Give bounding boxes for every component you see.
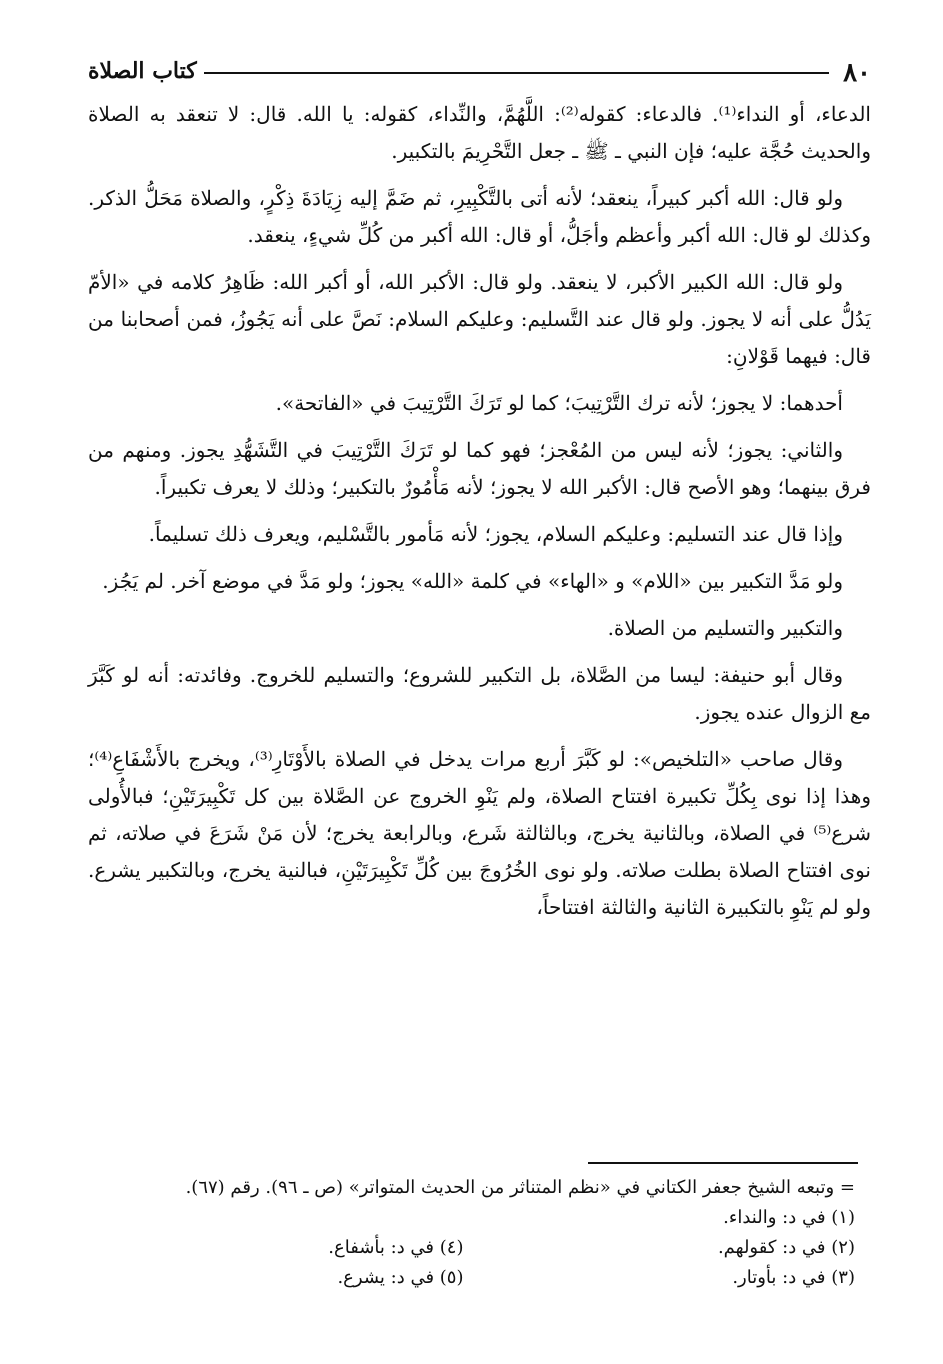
running-title: كتاب الصلاة xyxy=(88,58,197,84)
footnote-3: (٣) في د: بأوتار. xyxy=(732,1267,855,1288)
paragraph: وإذا قال عند التسليم: وعليكم السلام، يجوز؛ لأنه مَأمور بالتَّسْليم، ويعرف ذلك تسليماً. xyxy=(148,522,843,546)
page-number: ٨٠ xyxy=(843,58,871,88)
footnote-1: (١) في د: والنداء. xyxy=(723,1207,855,1228)
paragraph: الدعاء، أو النداء⁽¹⁾. فالدعاء: كقوله⁽²⁾: اللَّهُمَّ، والنِّداء، كقوله: يا الله. قال: لا تنعقد به الصلاة والحديث حُجَّة عليه؛ فإن النبي ـ ﷺ ـ جعل التَّحْرِيمَ بالتكبير. xyxy=(88,102,871,163)
paragraph: ولو قال: الله أكبر كبيراً، ينعقد؛ لأنه أتى بالتَّكْبِيرِ، ثم ضَمَّ إليه زِيَادَةَ ذِكْرٍ، والصلاة مَحَلُّ الذكر. وكذلك لو قال: الله أكبر وأعظم وأجَلُّ، أو قال: الله أكبر من كُلِّ شيءٍ، ينعقد. xyxy=(88,186,871,247)
paragraph: وقال صاحب «التلخيص»: لو كَبَّرَ أربع مرات يدخل في الصلاة بالأَوْتَارِ⁽³⁾، ويخرج بالأَشْفَاعِ⁽⁴⁾؛ وهذا إذا نوى بِكُلِّ تكبيرة افتتاح الصلاة، ولم يَنْوِ الخروج عن الصَّلاة بين كل تَكْبِيرَتَيْنِ؛ فبالأُولى شرع⁽⁵⁾ في الصلاة، وبالثانية يخرج، وبالثالثة شَرع، وبالرابعة يخرج؛ لأن مَنْ شَرَعَ في صلاته، ثم نوى افتتاح الصلاة بطلت صلاته. ولو نوى الخُرُوجَ بين كُلِّ تَكْبِيرَتَيْنِ، فبالنية يخرج، وبالتكبير يشرع. ولو لم يَنْوِ بالتكبيرة الثانية والثالثة افتتاحاً، xyxy=(88,747,871,919)
footnote-separator xyxy=(588,1162,858,1164)
footnote-continuation: = وتبعه الشيخ جعفر الكتاني في «نظم المتناثر من الحديث المتواتر» (ص ـ ٩٦). رقم (٦٧). xyxy=(185,1177,855,1198)
running-header xyxy=(88,56,871,90)
paragraph: أحدهما: لا يجوز؛ لأنه ترك التَّرْتِيبَ؛ كما لو تَرَكَ التَّرْتِيبَ في «الفاتحة». xyxy=(275,391,843,415)
footnote-4: (٤) في د: بأشفاع. xyxy=(328,1237,464,1258)
paragraph: والثاني: يجوز؛ لأنه ليس من المُعْجز؛ فهو كما لو تَرَكَ التَّرْتِيبَ في التَّشَهُّدِ يجوز. ومنهم من فرق بينهما؛ وهو الأصح قال: الأكبر الله لا يجوز؛ لأنه مَأْمُورٌ بالتكبير؛ وذلك لا يعرف تكبيراً. xyxy=(88,438,871,499)
main-text xyxy=(88,96,871,1156)
paragraph: والتكبير والتسليم من الصلاة. xyxy=(607,616,843,640)
footnote-5: (٥) في د: يشرع. xyxy=(337,1267,464,1288)
footnote-2: (٢) في د: كقولهم. xyxy=(717,1237,855,1258)
header-rule xyxy=(204,72,829,74)
paragraph: ولو قال: الله الكبير الأكبر، لا ينعقد. ولو قال: الأكبر الله، أو أكبر الله: ظَاهِرُ كلامه في «الأمّ يَدُلُّ على أنه لا يجوز. ولو قال عند التَّسليم: وعليكم السلام: نَصَّ على أنه يَجُوزُ، فمن أصحابنا من قال: فيهما قَوْلانِ: xyxy=(88,270,871,368)
paragraph: وقال أبو حنيفة: ليسا من الصَّلاة، بل التكبير للشروع؛ والتسليم للخروج. وفائدته: أنه لو كَبَّرَ مع الزوال عنده يجوز. xyxy=(88,663,871,724)
paragraph: ولو مَدَّ التكبير بين «اللام» و «الهاء» في كلمة «الله» يجوز؛ ولو مَدَّ في موضع آخر. لم يَجُز. xyxy=(102,569,843,593)
footnotes xyxy=(88,1173,871,1293)
